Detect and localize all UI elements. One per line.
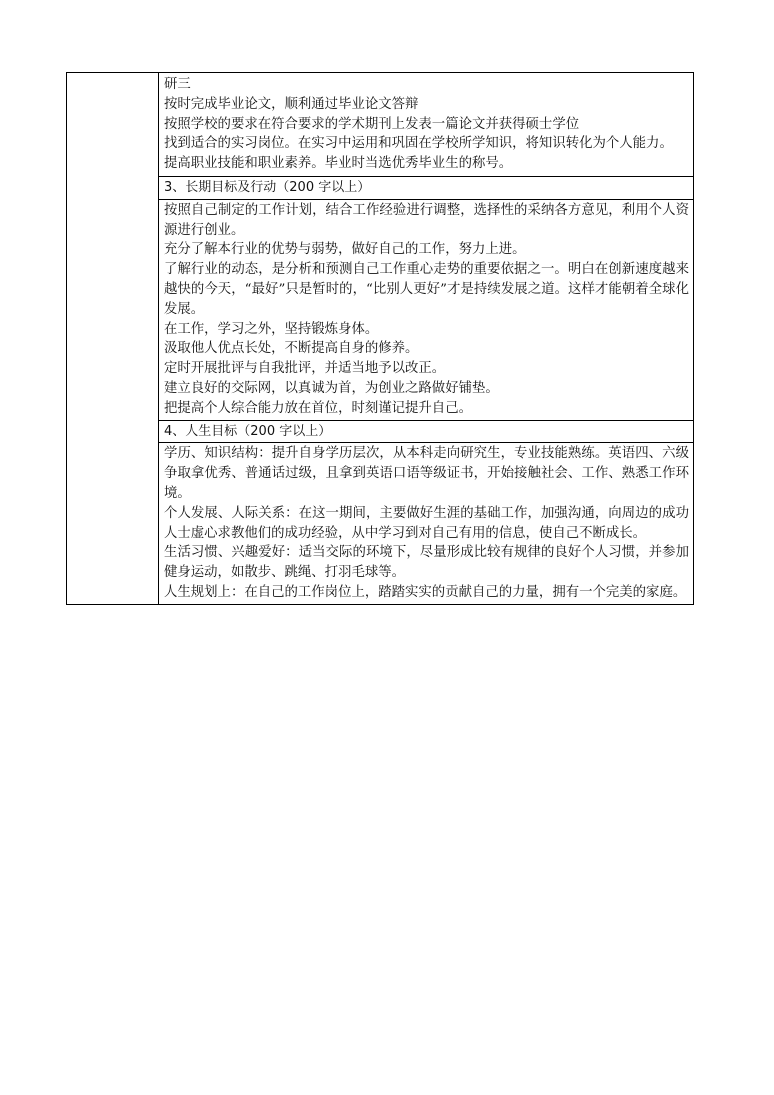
yan3-item: 按照学校的要求在符合要求的学术期刊上发表一篇论文并获得硕士学位 <box>164 116 580 132</box>
long-term-item: 把提高个人综合能力放在首位，时刻谨记提升自己。 <box>164 400 472 416</box>
yan3-item: 按时完成毕业论文，顺利通过毕业论文答辩 <box>164 96 419 112</box>
long-term-item: 在工作，学习之外，坚持锻炼身体。 <box>164 321 379 337</box>
left-label-column <box>67 73 159 605</box>
life-goal-heading-text: 4、人生目标（200 字以上） <box>164 423 332 439</box>
long-term-item: 建立良好的交际网，以真诚为首，为创业之路做好铺垫。 <box>164 380 499 396</box>
long-term-item: 汲取他人优点长处，不断提高自身的修养。 <box>164 341 419 357</box>
life-goal-content <box>159 443 694 604</box>
long-term-item: 了解行业的动态，是分析和预测自己工作重心走势的重要依据之一。明白在创新速度越来越快的今天，“最好”只是暂时的，“比别人更好”才是持续发展之道。这样才能朝着全球化发展。 <box>164 262 689 317</box>
long-term-heading <box>159 176 694 199</box>
life-goal-item: 个人发展、人际关系：在这一期间，主要做好生涯的基础工作，加强沟通，向周边的成功人士虚心求教他们的成功经验，从中学习到对自己有用的信息，使自己不断成长。 <box>164 505 689 541</box>
career-plan-table <box>66 72 694 605</box>
life-goal-item: 生活习惯、兴趣爱好：适当交际的环境下，尽量形成比较有规律的良好个人习惯，并参加健身运动，如散步、跳绳、打羽毛球等。 <box>164 545 689 581</box>
life-goal-heading <box>159 420 694 443</box>
yan3-cell <box>159 73 694 177</box>
long-term-heading-text: 3、长期目标及行动（200 字以上） <box>164 179 371 195</box>
long-term-content <box>159 199 694 420</box>
life-goal-item: 学历、知识结构：提升自身学历层次，从本科走向研究生，专业技能熟练。英语四、六级争取拿优秀、普通话过级，且拿到英语口语等级证书，开始接触社会、工作、熟悉工作环境。 <box>164 446 689 501</box>
yan3-item: 找到适合的实习岗位。在实习中运用和巩固在学校所学知识，将知识转化为个人能力。 <box>164 136 673 152</box>
long-term-item: 按照自己制定的工作计划，结合工作经验进行调整，选择性的采纳各方意见，利用个人资源进行创业。 <box>164 202 689 238</box>
long-term-item: 定时开展批评与自我批评，并适当地予以改正。 <box>164 361 446 377</box>
yan3-title: 研三 <box>164 77 191 92</box>
life-goal-item: 人生规划上：在自己的工作岗位上，踏踏实实的贡献自己的力量，拥有一个完美的家庭。 <box>164 584 687 600</box>
long-term-item: 充分了解本行业的优势与弱势，做好自己的工作，努力上进。 <box>164 242 526 258</box>
yan3-item: 提高职业技能和职业素养。毕业时当选优秀毕业生的称号。 <box>164 156 513 172</box>
